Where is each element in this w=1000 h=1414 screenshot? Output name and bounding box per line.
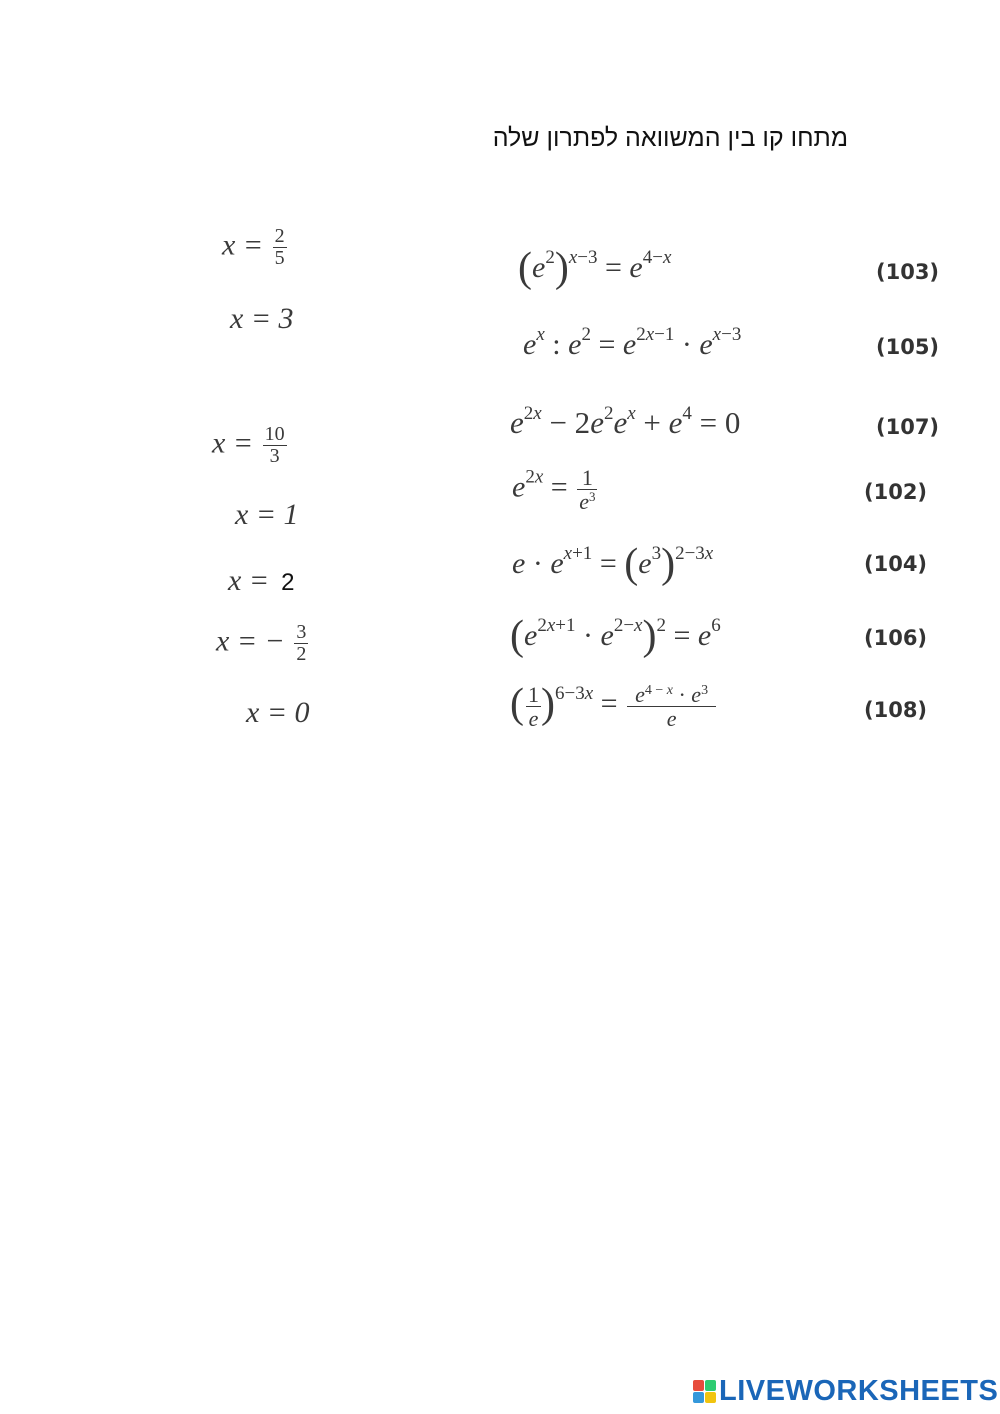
equation-104[interactable]: $e \cdot e^{x+1} = (e^3)^{2-3x}$ bbox=[512, 541, 714, 587]
fraction-denominator: 5 bbox=[274, 247, 285, 269]
equation-107[interactable]: $e^{2x} - 2e^2e^x + e^4 = 0$ bbox=[510, 403, 741, 440]
equation-102[interactable]: $e^{2x}$ = $\frac{1}{e^3}$ bbox=[512, 465, 596, 515]
fraction bbox=[273, 226, 287, 269]
solution-x-1[interactable] bbox=[235, 498, 299, 532]
fraction-numerator: 10 bbox=[264, 423, 285, 445]
logo-mark-icon bbox=[693, 1380, 716, 1403]
solution-lhs: x = − bbox=[216, 624, 285, 658]
solution-lhs: x = bbox=[212, 426, 254, 460]
solution-lhs: x = bbox=[228, 564, 270, 597]
equation-label-102: (102) bbox=[864, 480, 928, 504]
solution-x-10-3[interactable] bbox=[212, 424, 287, 467]
solution-text: x = 3 bbox=[230, 302, 294, 335]
liveworksheets-logo[interactable] bbox=[693, 1376, 998, 1406]
equation-label-107: (107) bbox=[876, 415, 940, 439]
solution-x-2-5[interactable] bbox=[222, 226, 287, 269]
page-title: מתחו קו בין המשוואה לפתרון שלה bbox=[492, 124, 848, 152]
solution-value: 2 bbox=[281, 569, 295, 596]
solution-lhs: x = bbox=[222, 228, 264, 262]
equation-label-104: (104) bbox=[864, 552, 928, 576]
logo-text: LIVEWORKSHEETS bbox=[719, 1374, 999, 1407]
fraction-denominator: 3 bbox=[269, 445, 280, 467]
solution-text: x = 0 bbox=[246, 696, 310, 729]
solution-x-neg-3-2[interactable] bbox=[216, 622, 308, 665]
equation-106[interactable]: $(e^{2x+1} \cdot e^{2-x})^2 = e^6$ bbox=[510, 613, 721, 659]
solution-x-3[interactable] bbox=[230, 302, 294, 336]
solution-x-0[interactable] bbox=[246, 696, 310, 730]
fraction-numerator: 3 bbox=[296, 621, 307, 643]
equation-label-105: (105) bbox=[876, 335, 940, 359]
equation-label-108: (108) bbox=[864, 698, 928, 722]
equation-105[interactable]: $e^x$ : $e^2 = e^{2x-1} \cdot e^{x-3}$ bbox=[523, 324, 742, 361]
fraction-denominator: 2 bbox=[296, 643, 307, 665]
equation-103[interactable]: $(e^2)^{x-3} = e^{4-x}$ bbox=[518, 245, 672, 291]
equation-108[interactable]: ( $\frac{1}{e}$ )$^{6-3x}$ = $\frac{e^{4 - x} \cdot e^3}{e}$ bbox=[510, 680, 716, 730]
solution-text: x = 1 bbox=[235, 498, 299, 531]
fraction bbox=[263, 424, 287, 467]
equation-label-103: (103) bbox=[876, 260, 940, 284]
solution-x-2[interactable] bbox=[228, 564, 294, 598]
equation-label-106: (106) bbox=[864, 626, 928, 650]
fraction-numerator: 2 bbox=[274, 225, 285, 247]
fraction bbox=[294, 622, 308, 665]
